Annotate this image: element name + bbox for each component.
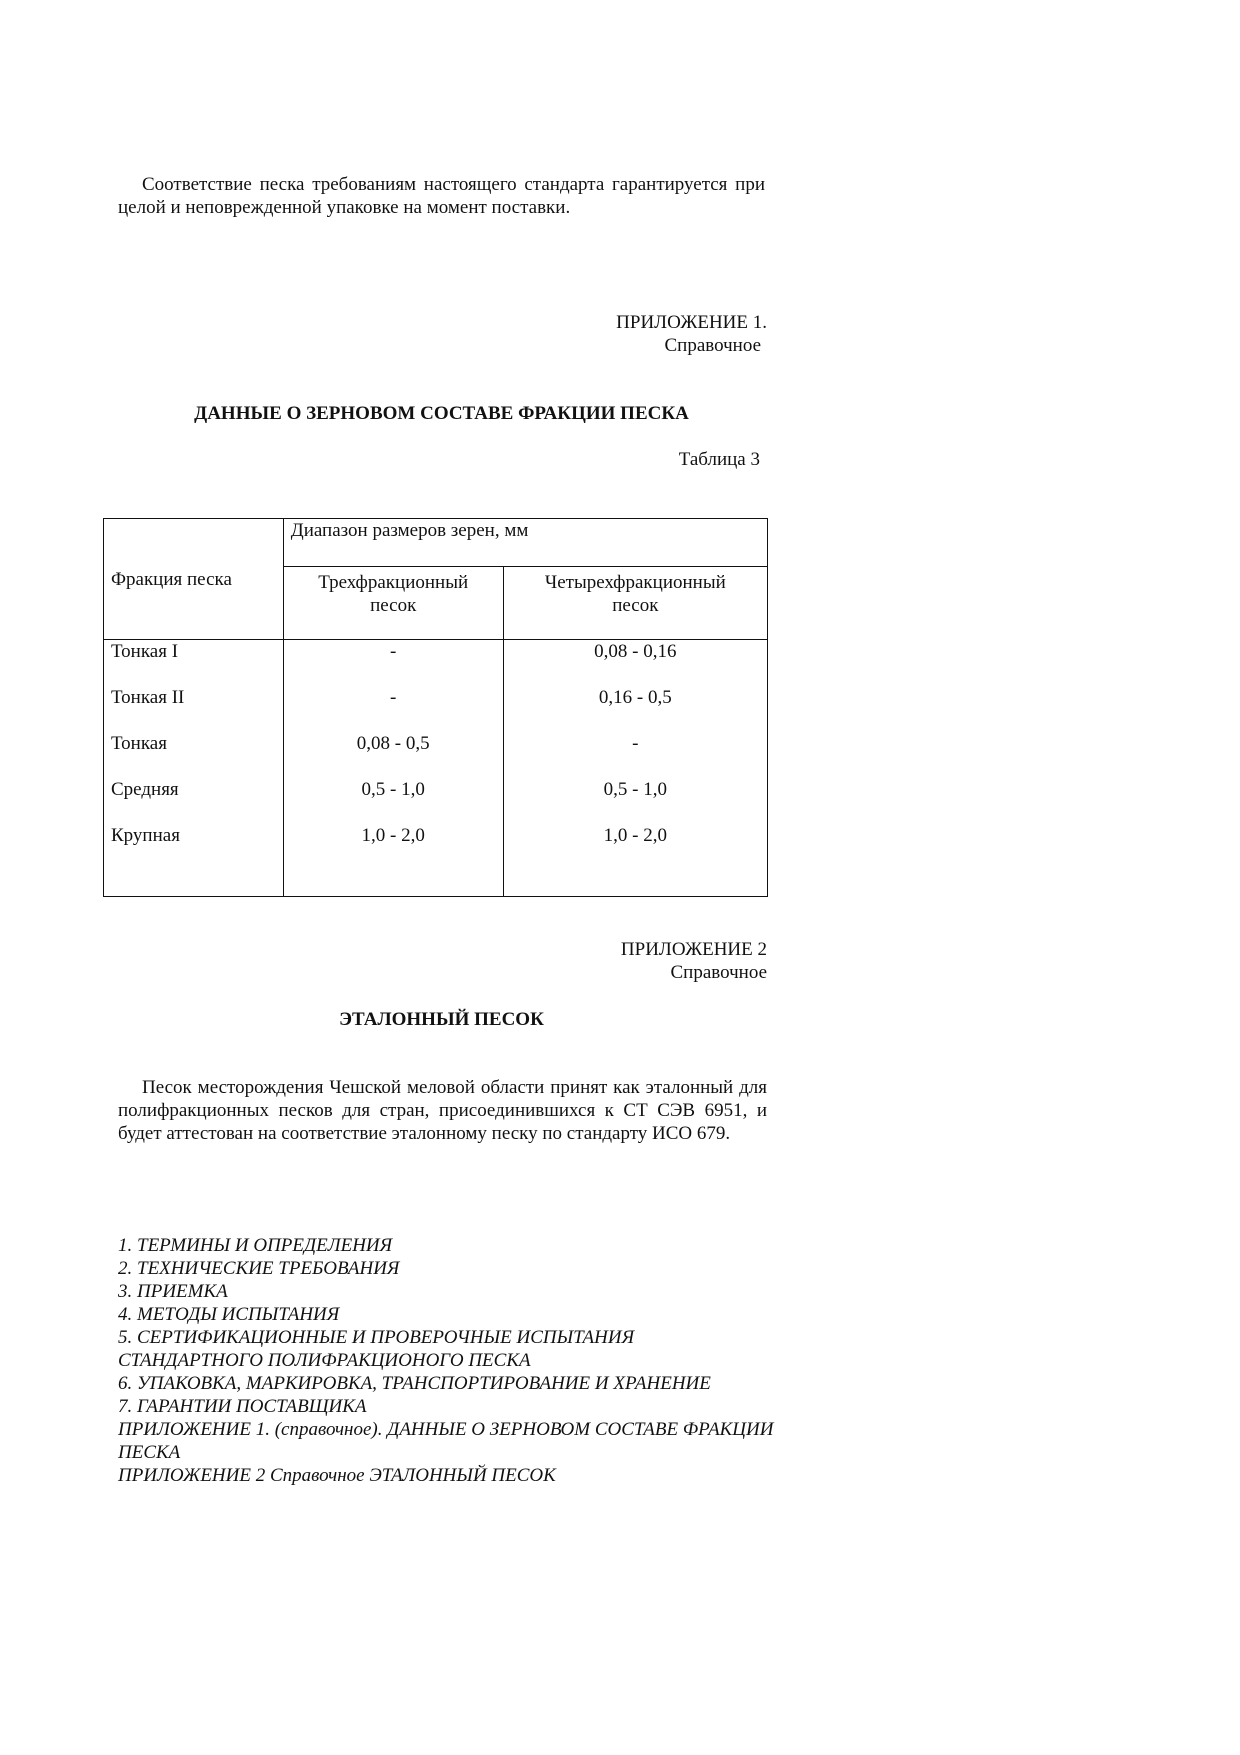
table-cell-fraction: Крупная — [111, 825, 180, 846]
table-cell-four: 1,0 - 2,0 — [603, 825, 667, 846]
appendix2-heading: ЭТАЛОННЫЙ ПЕСОК — [339, 1009, 544, 1030]
intro-paragraph: Соответствие песка требованиям настоящего стандарта гарантируется при целой и неповрежденной упаковке на момент поставки. — [118, 174, 765, 218]
header-size-range-label: Диапазон размеров зерен, мм — [290, 520, 529, 541]
appendix2-title: ПРИЛОЖЕНИЕ 2 — [620, 939, 767, 960]
table-caption: Таблица 3 — [678, 449, 760, 470]
four-fraction-column — [503, 640, 767, 897]
table-cell-three: - — [390, 641, 397, 662]
toc-item[interactable]: 6. УПАКОВКА, МАРКИРОВКА, ТРАНСПОРТИРОВАНИЕ И ХРАНЕНИЕ — [118, 1373, 711, 1394]
appendix2-type: Справочное — [670, 962, 767, 983]
table-cell-four: 0,08 - 0,16 — [594, 641, 677, 662]
three-fraction-column — [283, 640, 503, 897]
table-cell-three: - — [390, 687, 397, 708]
toc-item[interactable]: 7. ГАРАНТИИ ПОСТАВЩИКА — [118, 1396, 367, 1417]
fraction-column — [104, 640, 284, 897]
toc-item[interactable]: ПРИЛОЖЕНИЕ 2 Справочное ЭТАЛОННЫЙ ПЕСОК — [118, 1465, 556, 1486]
table-cell-four: 0,5 - 1,0 — [603, 779, 667, 800]
table-cell-fraction: Средняя — [111, 779, 179, 800]
toc-item[interactable]: 2. ТЕХНИЧЕСКИЕ ТРЕБОВАНИЯ — [118, 1258, 400, 1279]
header-three-fraction-label: Трехфракционный песок — [318, 572, 469, 616]
table-cell-fraction: Тонкая — [111, 733, 167, 754]
toc-item[interactable]: ПРИЛОЖЕНИЕ 1. (справочное). ДАННЫЕ О ЗЕРНОВОМ СОСТАВЕ ФРАКЦИИ ПЕСКА — [118, 1419, 774, 1463]
table-cell-fraction: Тонкая I — [111, 641, 179, 662]
toc-item[interactable]: 5. СЕРТИФИКАЦИОННЫЕ И ПРОВЕРОЧНЫЕ ИСПЫТАНИЯ СТАНДАРТНОГО ПОЛИФРАКЦИОНОГО ПЕСКА — [118, 1327, 635, 1371]
toc-item[interactable]: 4. МЕТОДЫ ИСПЫТАНИЯ — [118, 1304, 340, 1325]
table-cell-three: 0,5 - 1,0 — [361, 779, 425, 800]
header-size-range — [283, 519, 767, 567]
table-cell-four: - — [632, 733, 639, 754]
toc-item[interactable]: 1. ТЕРМИНЫ И ОПРЕДЕЛЕНИЯ — [118, 1235, 393, 1256]
header-four-fraction — [503, 567, 767, 640]
appendix1-heading: ДАННЫЕ О ЗЕРНОВОМ СОСТАВЕ ФРАКЦИИ ПЕСКА — [194, 403, 689, 424]
grain-composition-table — [103, 518, 768, 897]
header-fraction — [104, 519, 284, 640]
table-cell-fraction: Тонкая II — [111, 687, 185, 708]
table-cell-three: 0,08 - 0,5 — [356, 733, 430, 754]
toc-item[interactable]: 3. ПРИЕМКА — [118, 1281, 228, 1302]
appendix2-paragraph: Песок месторождения Чешской меловой области принят как эталонный для полифракционных песков для стран, присоединившихся к СТ СЭВ 6951, и будет аттестован на соответствие эталонному песку по стандарту ИСО 679. — [118, 1077, 767, 1144]
table-of-contents — [118, 1234, 778, 1487]
table-cell-three: 1,0 - 2,0 — [361, 825, 425, 846]
header-four-fraction-label: Четырехфракционный песок — [544, 572, 726, 616]
header-three-fraction — [283, 567, 503, 640]
appendix1-title: ПРИЛОЖЕНИЕ 1. — [616, 312, 767, 333]
table-cell-four: 0,16 - 0,5 — [598, 687, 672, 708]
appendix1-type: Справочное — [664, 335, 761, 356]
header-fraction-label: Фракция песка — [111, 568, 232, 590]
